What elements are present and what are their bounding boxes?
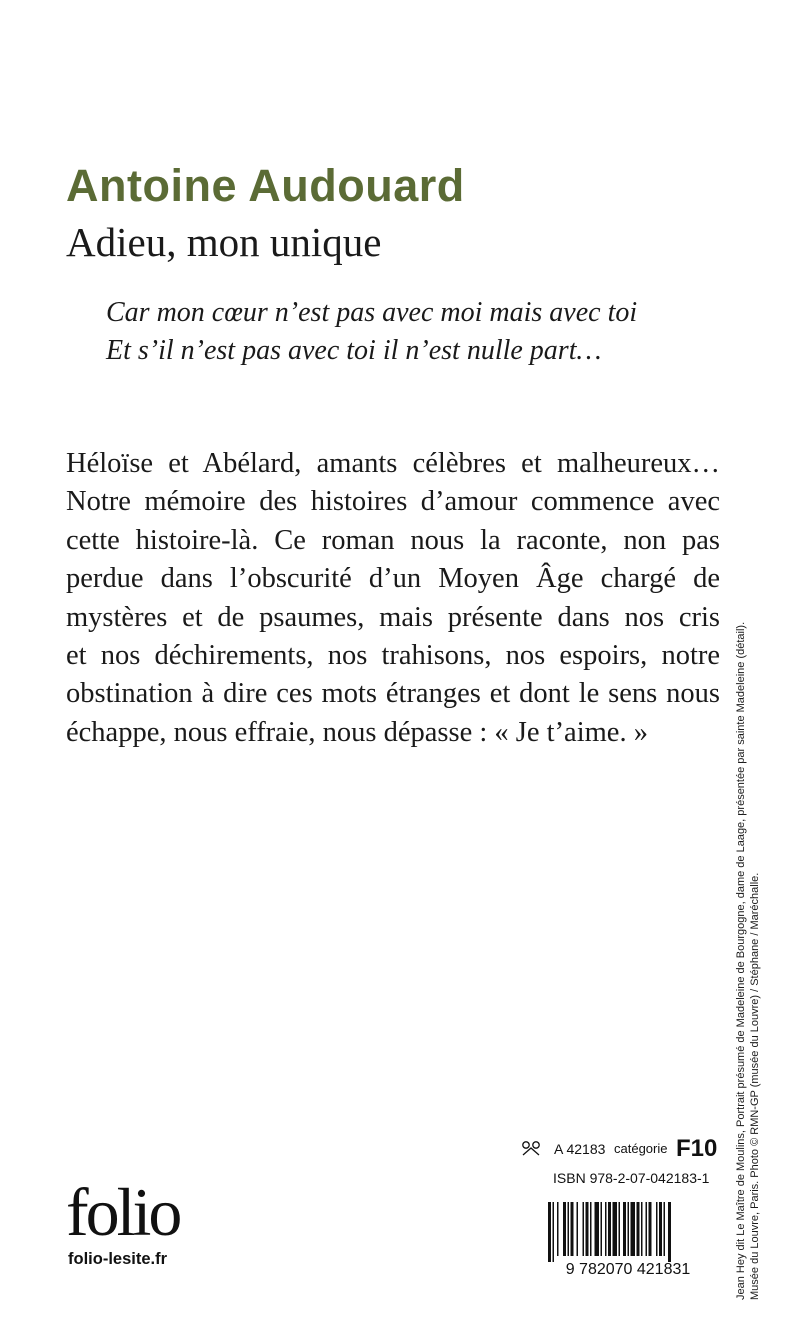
barcode-bar — [571, 1202, 574, 1256]
blurb-line: échappe, nous effraie, nous dépasse : « Je t’aime. » — [66, 716, 648, 748]
catalog-line — [520, 1135, 720, 1163]
barcode-bar — [646, 1202, 648, 1256]
barcode-bars — [548, 1202, 671, 1262]
blurb-line: Héloïse et Abélard, amants célèbres et malheureux… — [66, 448, 720, 479]
barcode-bar — [601, 1202, 603, 1256]
barcode-bar — [628, 1202, 630, 1256]
barcode-bar — [595, 1202, 600, 1256]
blurb — [66, 445, 720, 752]
barcode — [536, 1202, 720, 1276]
barcode-bar — [649, 1202, 652, 1256]
blurb-line: mystères et de psaumes, mais présente dans nos cris — [66, 601, 720, 633]
book-title: Adieu, mon unique — [66, 219, 382, 265]
barcode-bar — [659, 1202, 662, 1256]
category-label: catégorie — [614, 1141, 668, 1156]
folio-website: folio-lesite.fr — [68, 1250, 168, 1268]
blurb-line: Notre mémoire des histoires d’amour commence avec — [66, 486, 720, 518]
author-name: Antoine Audouard — [66, 160, 465, 211]
barcode-digits: 9 782070 421831 — [565, 1261, 691, 1276]
barcode-bar — [568, 1202, 570, 1256]
barcode-bar — [668, 1202, 671, 1262]
blurb-line: cette histoire-là. Ce roman nous la raconte, non pas — [66, 524, 720, 556]
barcode-bar — [590, 1202, 592, 1256]
folio-symbol-icon — [520, 1140, 542, 1156]
barcode-bar — [623, 1202, 626, 1256]
cover-credit-line: Jean Hey dit Le Maître de Moulins, Portrait présumé de Madeleine de Bourgogne, dame de Laage, présentée par sainte Madeleine (détail). — [735, 621, 747, 1300]
blurb-line: perdue dans l’obscurité d’un Moyen Âge chargé de — [66, 563, 720, 595]
barcode-bar — [605, 1202, 607, 1256]
barcode-bar — [577, 1202, 579, 1256]
epigraph-line: Car mon cœur n’est pas avec moi mais avec toi — [106, 297, 638, 328]
blurb-line: obstination à dire ces mots étranges et dont le sens nous — [66, 678, 720, 710]
barcode-bar — [583, 1202, 585, 1256]
barcode-bar — [637, 1202, 640, 1256]
barcode-bar — [553, 1202, 555, 1262]
barcode-bar — [548, 1202, 551, 1262]
barcode-bar — [586, 1202, 589, 1256]
barcode-bar — [656, 1202, 658, 1256]
barcode-bar — [619, 1202, 621, 1256]
barcode-bar — [557, 1202, 559, 1256]
cover-credit-line: Musée du Louvre, Paris. Photo © RMN-GP (musée du Louvre) / Stéphane / Maréchalle. — [749, 872, 761, 1300]
isbn: ISBN 978-2-07-042183-1 — [553, 1170, 710, 1186]
barcode-bar — [631, 1202, 636, 1256]
barcode-bar — [641, 1202, 643, 1256]
epigraph — [106, 294, 637, 370]
catalog-code: A 42183 — [554, 1141, 606, 1157]
blurb-line: et nos déchirements, nos trahisons, nos espoirs, notre — [66, 640, 720, 672]
category-code: F10 — [676, 1135, 718, 1162]
barcode-bar — [563, 1202, 566, 1256]
cover-credit — [734, 622, 762, 1300]
barcode-bar — [608, 1202, 611, 1256]
epigraph-line: Et s’il n’est pas avec toi il n’est nulle part… — [106, 335, 602, 366]
folio-logo: folio — [66, 1174, 180, 1250]
barcode-bar — [664, 1202, 666, 1256]
barcode-bar — [613, 1202, 618, 1256]
